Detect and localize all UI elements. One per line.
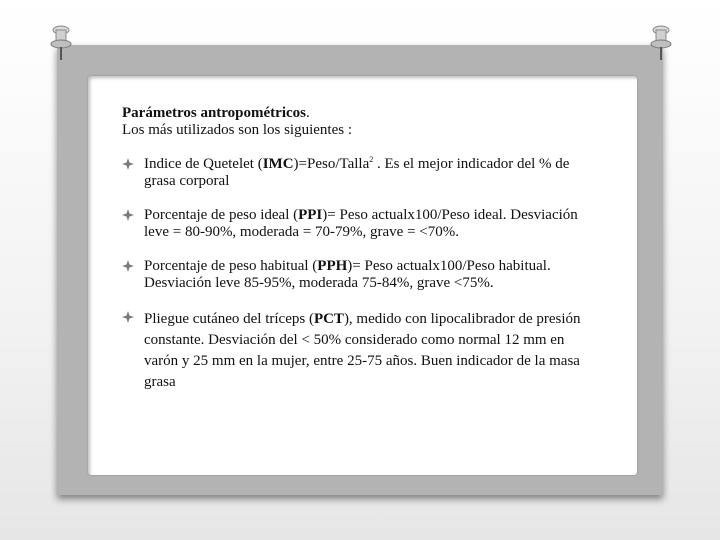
item-text-post: )=Peso/Talla	[293, 156, 370, 172]
list-item	[122, 309, 602, 393]
item-abbrev: IMC	[262, 156, 294, 172]
pushpin-icon	[50, 24, 72, 62]
item-text-pre: Pliegue cutáneo del tríceps (	[144, 311, 314, 327]
item-text-pre: Porcentaje de peso ideal (	[144, 207, 299, 223]
item-text-pre: Porcentaje de peso habitual (	[144, 258, 318, 274]
slide-title	[122, 105, 602, 122]
slide-subtitle: Los más utilizados son los siguientes :	[122, 122, 352, 138]
item-text	[144, 207, 602, 241]
item-text	[144, 156, 602, 190]
item-abbrev: PPI	[298, 207, 323, 223]
item-text-tail: . Es el mejor indicador del % de grasa corporal	[144, 156, 570, 189]
item-abbrev: PCT	[313, 311, 344, 327]
diamond-bullet-icon	[122, 209, 134, 221]
item-abbrev: PPH	[317, 258, 348, 274]
item-superscript: 2	[369, 155, 374, 164]
item-text-post: )= Peso actualx100/Peso habitual. Desviación leve 85-95%, moderada 75-84%, grave <75%.	[144, 258, 551, 291]
item-text	[144, 309, 602, 393]
item-text-post: ), medido con lipocalibrador de presión constante. Desviación del < 50% considerado como normal 12 mm en varón y 25 mm en la mujer, entre 25-75 años. Buen indicador de la masa grasa	[144, 311, 581, 390]
pushpin-icon	[650, 24, 672, 62]
title-text: Parámetros antropométricos	[122, 105, 306, 121]
list-item	[122, 207, 602, 241]
diamond-bullet-icon	[122, 311, 134, 323]
slide-content	[122, 105, 602, 410]
title-punct: .	[305, 105, 310, 121]
list-item	[122, 156, 602, 190]
item-text-pre: Indice de Quetelet (	[144, 156, 263, 172]
diamond-bullet-icon	[122, 260, 134, 272]
item-text	[144, 258, 602, 292]
item-text-post: )= Peso actualx100/Peso ideal. Desviación leve = 80-90%, moderada = 70-79%, grave = <70%.	[144, 207, 578, 240]
list-item	[122, 258, 602, 292]
diamond-bullet-icon	[122, 158, 134, 170]
